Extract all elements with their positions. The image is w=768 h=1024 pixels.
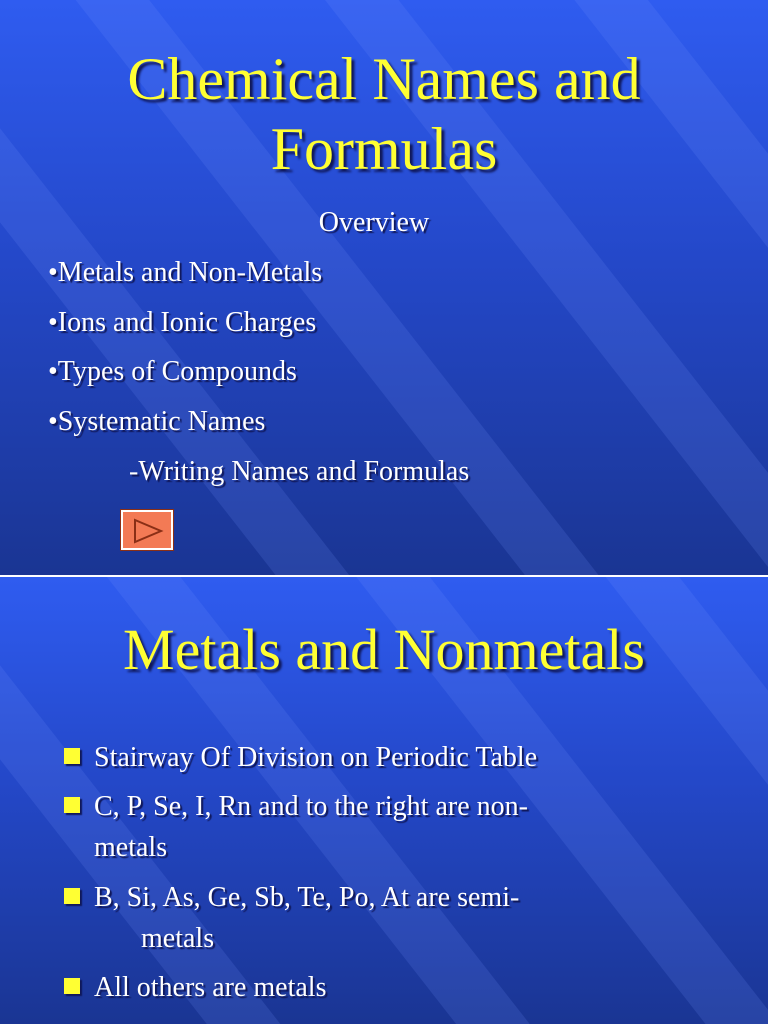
- sub-bullet-writing-names: -Writing Names and Formulas: [129, 456, 470, 487]
- yellow-square-icon: [64, 797, 80, 813]
- bullet-nonmetals-line2: metals: [94, 832, 168, 863]
- slide-title-line2: Formulas: [270, 116, 498, 182]
- bullet-systematic-names: •Systematic Names: [48, 406, 266, 437]
- play-triangle-icon: [132, 518, 164, 544]
- bullet-stairway: Stairway Of Division on Periodic Table: [94, 742, 538, 773]
- bullet-ions-charges: •Ions and Ionic Charges: [48, 307, 317, 338]
- yellow-square-icon: [64, 978, 80, 994]
- bullet-metals-nonmetals: •Metals and Non-Metals: [48, 257, 323, 288]
- yellow-square-icon: [64, 748, 80, 764]
- slide-title-line1: Chemical Names and: [127, 46, 641, 112]
- bullet-nonmetals-line1: C, P, Se, I, Rn and to the right are non-: [94, 791, 528, 822]
- bullet-compound-types: •Types of Compounds: [48, 356, 297, 387]
- bullet-semimetals-line2: metals: [141, 923, 215, 954]
- yellow-square-icon: [64, 888, 80, 904]
- slide-title: [0, 44, 768, 184]
- bullet-all-others: All others are metals: [94, 972, 327, 1003]
- overview-heading: Overview: [318, 207, 430, 238]
- slide2-title: Metals and Nonmetals: [123, 617, 645, 682]
- bullet-semimetals-line1: B, Si, As, Ge, Sb, Te, Po, At are semi-: [94, 882, 520, 913]
- next-slide-button[interactable]: [121, 510, 173, 550]
